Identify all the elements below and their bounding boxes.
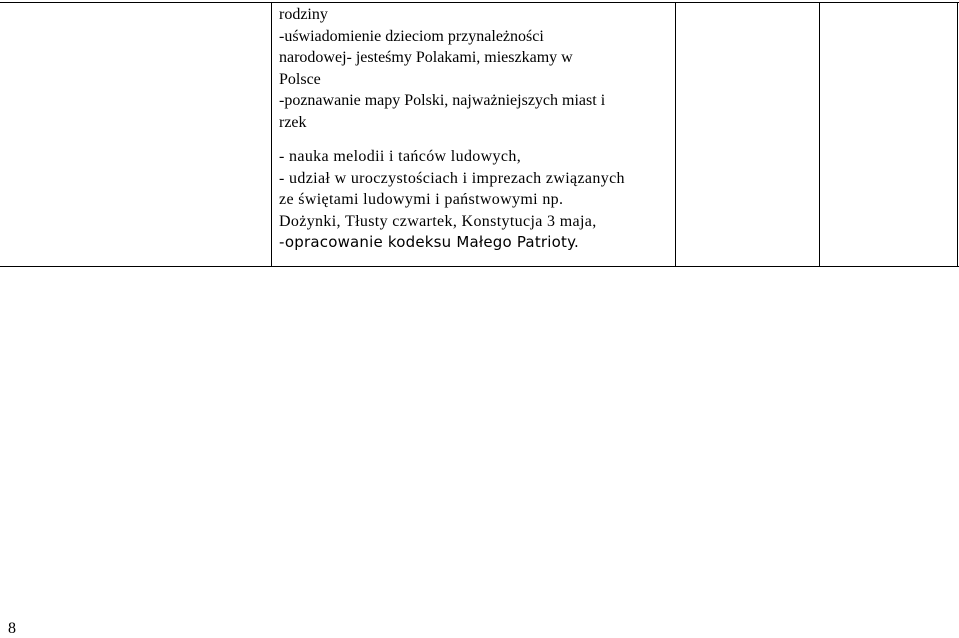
content-line: -uświadomienie dzieciom przynależności xyxy=(279,27,544,45)
content-line: - udział w uroczystościach i imprezach związanych xyxy=(279,169,625,187)
content-line: narodowej- jesteśmy Polakami, mieszkamy w xyxy=(279,49,573,66)
table-divider xyxy=(957,2,958,267)
page-number: 8 xyxy=(8,620,16,637)
content-line: rzek xyxy=(279,113,307,131)
table-divider xyxy=(675,2,676,267)
content-line: rodziny xyxy=(279,6,328,23)
curriculum-table xyxy=(0,0,959,268)
content-line: -poznawanie mapy Polski, najważniejszych miast i xyxy=(279,92,606,109)
content-line: -opracowanie kodeksu Małego Patrioty. xyxy=(279,233,579,251)
table-divider xyxy=(271,2,272,267)
table-cell-content xyxy=(279,4,673,254)
table-divider xyxy=(819,2,820,267)
content-line: ze świętami ludowymi i państwowymi np. xyxy=(279,191,564,208)
content-line: - nauka melodii i tańców ludowych, xyxy=(279,148,522,165)
content-line: Polsce xyxy=(279,70,321,88)
content-line: Dożynki, Tłusty czwartek, Konstytucja 3 maja, xyxy=(279,212,597,230)
